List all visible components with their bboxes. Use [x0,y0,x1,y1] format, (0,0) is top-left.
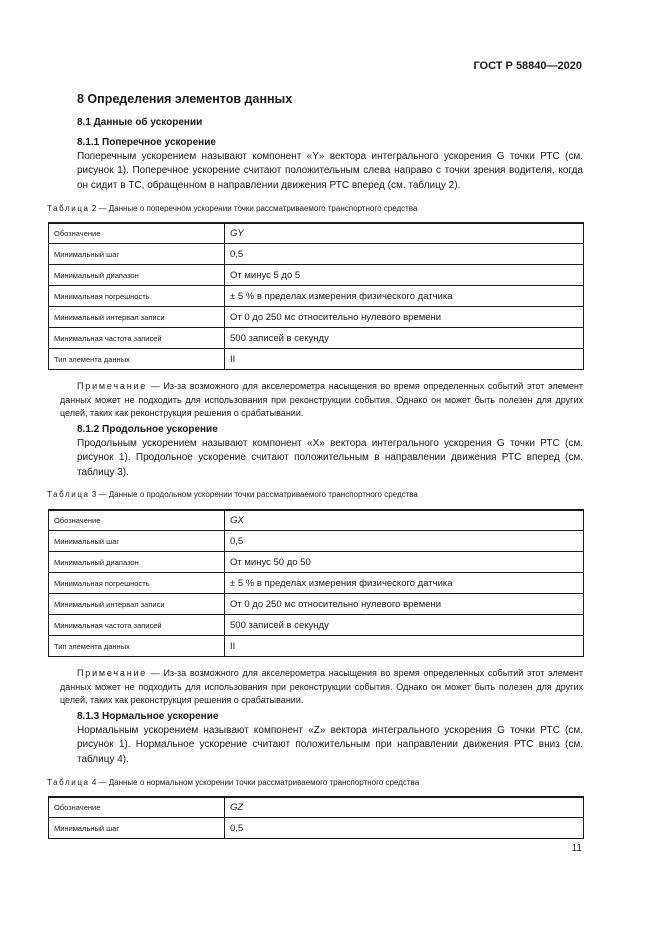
paragraph-text: Нормальным ускорением называют компонент «Z» вектора интегрального ускорения G точки РТС (см. рисунок 1). Нормальное ускорение считают положительным при направлении движения РТС вниз (см. таблицу 4). [77,725,583,765]
page-number: 11 [571,843,582,854]
table-caption-2 [47,204,417,213]
row-value: 0,5 [225,244,584,265]
row-key: Минимальный интервал записи [49,594,225,615]
row-value: GY [225,223,584,244]
row-key: Обозначение [49,223,225,244]
row-key: Минимальный шаг [49,818,225,839]
caption-label: Таблица [47,778,90,787]
row-value: 500 записей в секунду [225,328,584,349]
caption-text: 2 — Данные о поперечном ускорении точки рассматриваемого транспортного средства [91,204,418,213]
block-title-lateral: 8.1.1 Поперечное ускорение [77,137,216,148]
row-value: ± 5 % в пределах измерения физического датчика [225,573,584,594]
caption-text: 4 — Данные о нормальном ускорении точки рассматриваемого транспортного средства [91,778,420,787]
block-title-normal: 8.1.3 Нормальное ускорение [77,711,219,722]
row-value: ± 5 % в пределах измерения физического датчика [225,286,584,307]
row-value: II [225,349,584,370]
section-title: 8 Определения элементов данных [77,92,293,106]
table-row [49,818,584,839]
row-value: GX [225,510,584,531]
row-value: От 0 до 250 мс относительно нулевого времени [225,307,584,328]
row-key: Минимальный шаг [49,244,225,265]
row-key: Минимальная погрешность [49,573,225,594]
row-key: Минимальный диапазон [49,552,225,573]
subsection-title: 8.1 Данные об ускорении [77,117,203,128]
paragraph-lateral [60,150,583,193]
note-lateral [60,380,583,421]
row-key: Обозначение [49,797,225,818]
table-row [49,265,584,286]
note-label: Примечание [77,668,148,678]
note-label: Примечание [77,381,148,391]
table-row [49,636,584,657]
paragraph-text: Продольным ускорением называют компонент «X» вектора интегрального ускорения G точки РТС (см. рисунок 1). Продольное ускорение считают положительным в направлении движения РТС вперед (см. таблицу 3). [77,438,583,478]
table-row [49,797,584,818]
paragraph-text: Поперечным ускорением называют компонент «Y» вектора интегрального ускорения G точки РТС (см. рисунок 1). Поперечное ускорение считают положительным слева направо с точки зрения водителя, когда он сидит в ТС, обращенном в направлении движения РТС вперед (см. таблицу 2). [77,151,583,191]
row-value: 0,5 [225,818,584,839]
table-caption-3 [47,490,418,499]
caption-label: Таблица [47,204,90,213]
standard-number: ГОСТ Р 58840—2020 [473,60,582,72]
note-text: — Из-за возможного для акселерометра насыщения во время определенных событий этот элемент данных может не подходить для использования при реконструкции события. Однако он может быть полезен для других целей, таких как реконструкция решения о срабатывании. [60,668,583,705]
note-text: — Из-за возможного для акселерометра насыщения во время определенных событий этот элемент данных может не подходить для использования при реконструкции события. Однако он может быть полезен для других целей, таких как реконструкция решения о срабатывании. [60,381,583,418]
row-value: 0,5 [225,531,584,552]
caption-label: Таблица [47,490,90,499]
data-table-3 [48,509,584,657]
table-row [49,510,584,531]
row-key: Минимальная частота записей [49,615,225,636]
table-row [49,531,584,552]
table-row [49,349,584,370]
table-row [49,552,584,573]
table-row [49,307,584,328]
block-title-longitudinal: 8.1.2 Продольное ускорение [77,424,218,435]
row-key: Тип элемента данных [49,349,225,370]
table-row [49,594,584,615]
row-key: Минимальный диапазон [49,265,225,286]
data-table-2 [48,222,584,370]
row-key: Минимальный шаг [49,531,225,552]
row-key: Минимальная частота записей [49,328,225,349]
table-row [49,223,584,244]
table-row [49,573,584,594]
row-value: От минус 5 до 5 [225,265,584,286]
data-table-4 [48,796,584,839]
row-key: Обозначение [49,510,225,531]
table-caption-4 [47,778,419,787]
row-key: Тип элемента данных [49,636,225,657]
row-key: Минимальная погрешность [49,286,225,307]
row-key: Минимальный интервал записи [49,307,225,328]
table-row [49,328,584,349]
paragraph-longitudinal [60,437,583,480]
table-row [49,615,584,636]
table-row [49,286,584,307]
row-value: От минус 50 до 50 [225,552,584,573]
note-longitudinal [60,667,583,708]
row-value: GZ [225,797,584,818]
row-value: От 0 до 250 мс относительно нулевого времени [225,594,584,615]
caption-text: 3 — Данные о продольном ускорении точки рассматриваемого транспортного средства [91,490,418,499]
paragraph-normal [60,724,583,767]
row-value: II [225,636,584,657]
table-row [49,244,584,265]
row-value: 500 записей в секунду [225,615,584,636]
